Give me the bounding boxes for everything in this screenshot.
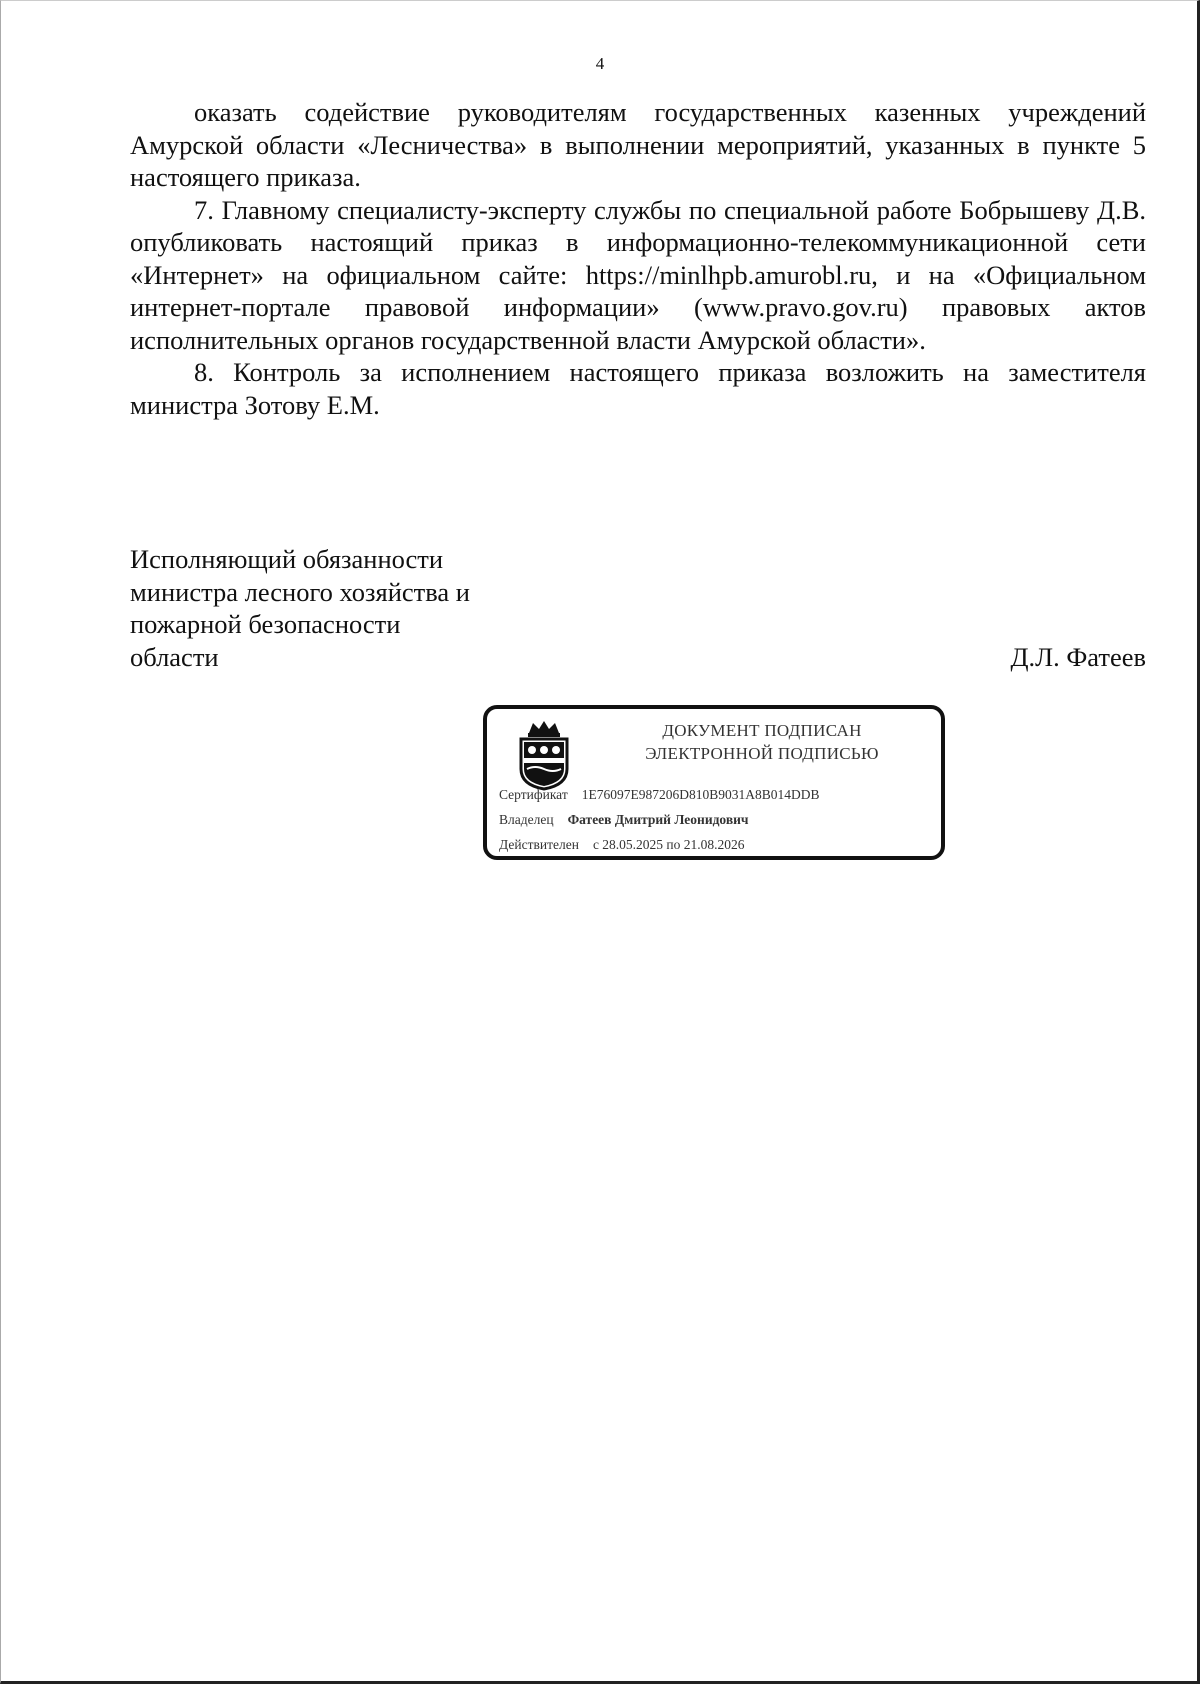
signer-title-line: Исполняющий обязанности — [130, 544, 444, 574]
signer-title — [130, 543, 550, 673]
validity-value: с 28.05.2025 по 21.08.2026 — [592, 837, 745, 852]
stamp-header — [597, 719, 927, 765]
stamp-owner-row — [499, 811, 749, 829]
certificate-label: Сертификат — [499, 787, 568, 802]
signer-name: Д.Л. Фатеев — [1010, 641, 1146, 672]
stamp-certificate-row — [499, 786, 820, 804]
paragraph-item-7: 7. Главному специалисту-эксперту службы по специальной работе Бобрышеву Д.В. опубликовать настоящий приказ в информационно-телекоммуникационной сети «Интернет» на официальном сайте: https://minlhpb.amurobl.ru, и на «Официальном интернет-портале правовой информации» (www.pravo.gov.ru) правовых актов исполнительных органов государственной власти Амурской области». — [130, 194, 1146, 355]
document-body — [130, 96, 1146, 421]
signer-title-line: министра лесного хозяйства и — [130, 576, 470, 607]
certificate-value: 1E76097E987206D810B9031A8B014DDB — [581, 787, 820, 802]
page-number: 4 — [595, 54, 605, 73]
stamp-validity-row — [499, 836, 745, 854]
owner-value: Фатеев Дмитрий Леонидович — [567, 812, 749, 827]
paragraph-continuation: оказать содействие руководителям государственных казенных учреждений Амурской области «Лесничества» в выполнении мероприятий, указанных в пункте 5 настоящего приказа. — [130, 97, 1146, 192]
signer-title-line: пожарной безопасности — [130, 609, 401, 639]
paragraph-item-8: 8. Контроль за исполнением настоящего приказа возложить на заместителя министра Зотову Е.М. — [130, 357, 1146, 420]
stamp-header-line: ДОКУМЕНТ ПОДПИСАН — [662, 721, 862, 740]
owner-label: Владелец — [499, 812, 554, 827]
stamp-header-line: ЭЛЕКТРОННОЙ ПОДПИСЬЮ — [645, 744, 879, 763]
signer-title-line: области — [130, 641, 219, 672]
signature-block — [130, 543, 1146, 673]
coat-of-arms-icon — [515, 719, 573, 791]
electronic-signature-stamp — [483, 705, 945, 860]
validity-label: Действителен — [499, 837, 579, 852]
